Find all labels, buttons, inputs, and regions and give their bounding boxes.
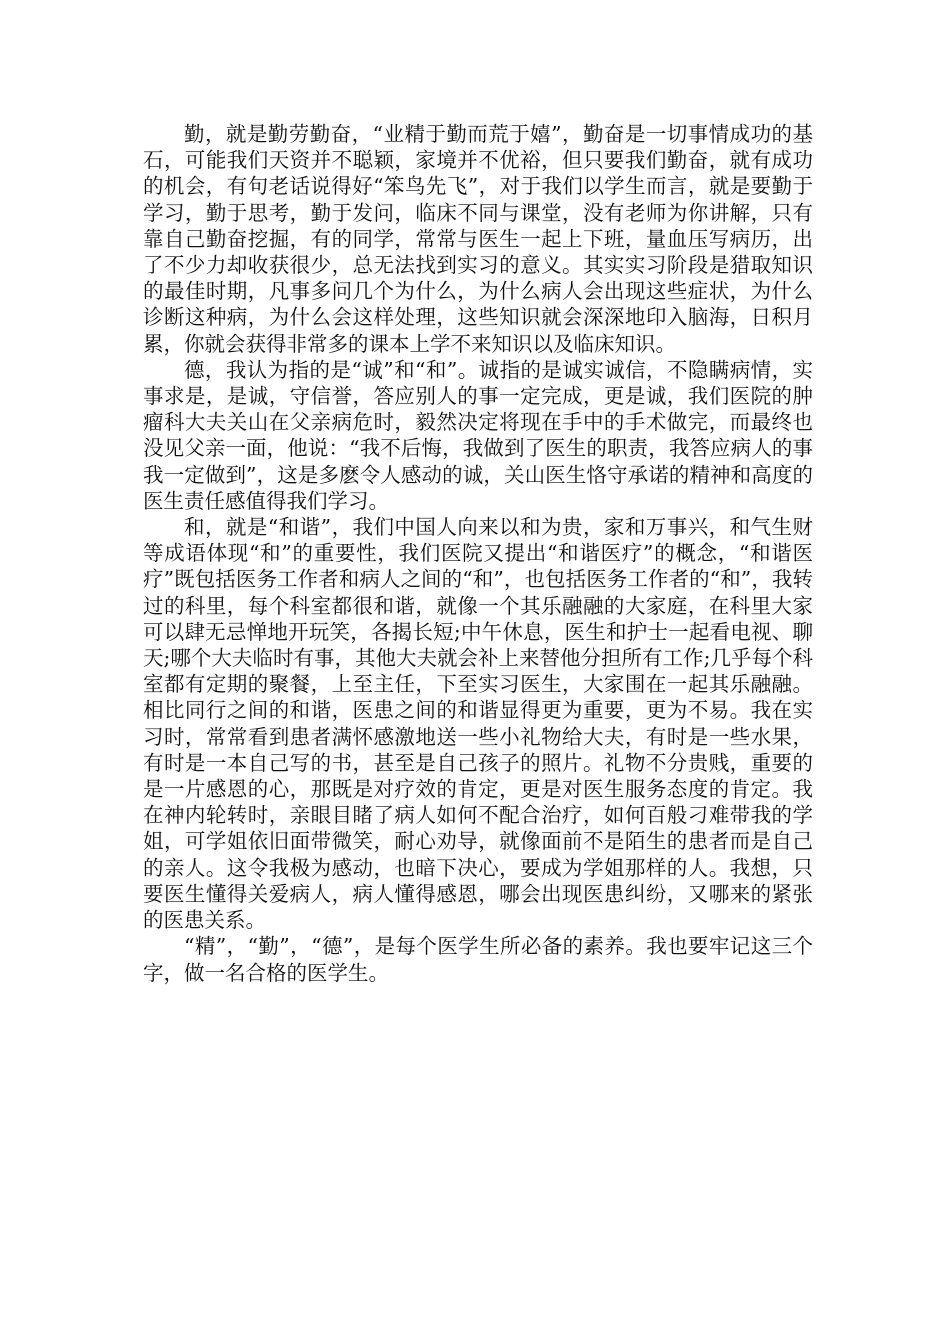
paragraph-virtue: 德，我认为指的是“诚”和“和”。诚指的是诚实诚信，不隐瞒病情，实事求是，是诚，守信誉，答应别人的事一定完成，更是诚，我们医院的肿瘤科大夫关山在父亲病危时，毅然决定将现在手中的手术做完，而最终也没见父亲一面，他说：“我不后悔，我做到了医生的职责，我答应病人的事我一定做到”，这是多麽令人感动的诚，关山医生恪守承诺的精神和高度的医生责任感值得我们学习。 (143, 357, 813, 513)
paragraph-harmony: 和，就是“和谐”，我们中国人向来以和为贵，家和万事兴，和气生财等成语体现“和”的重要性，我们医院又提出“和谐医疗”的概念，“和谐医疗”既包括医务工作者和病人之间的“和”，也包括医务工作者的“和”，我转过的科里，每个科室都很和谐，就像一个其乐融融的大家庭，在科里大家可以肆无忌惮地开玩笑，各揭长短;中午休息，医生和护士一起看电视、聊天;哪个大夫临时有事，其他大夫就会补上来替他分担所有工作;几乎每个科室都有定期的聚餐，上至主任，下至实习医生，大家围在一起其乐融融。相比同行之间的和谐，医患之间的和谐显得更为重要，更为不易。我在实习时，常常看到患者满怀感激地送一些小礼物给大夫，有时是一些水果，有时是一本自己写的书，甚至是自己孩子的照片。礼物不分贵贱，重要的是一片感恩的心，那既是对疗效的肯定，更是对医生服务态度的肯定。我在神内轮转时，亲眼目睹了病人如何不配合治疗，如何百般刁难带我的学姐，可学姐依旧面带微笑，耐心劝导，就像面前不是陌生的患者而是自己的亲人。这令我极为感动，也暗下决心，要成为学姐那样的人。我想，只要医生懂得关爱病人，病人懂得感恩，哪会出现医患纠纷，又哪来的紧张的医患关系。 (143, 515, 813, 933)
document-body (143, 121, 813, 986)
paragraph-diligence: 勤，就是勤劳勤奋，“业精于勤而荒于嬉”，勤奋是一切事情成功的基石，可能我们天资并不聪颖，家境并不优裕，但只要我们勤奋，就有成功的机会，有句老话说得好“笨鸟先飞”，对于我们以学生而言，就是要勤于学习，勤于思考，勤于发问，临床不同与课堂，没有老师为你讲解，只有靠自己勤奋挖掘，有的同学，常常与医生一起上下班，量血压写病历，出了不少力却收获很少，总无法找到实习的意义。其实实习阶段是猎取知识的最佳时期，凡事多问几个为什么，为什么病人会出现这些症状，为什么诊断这种病，为什么会这样处理，这些知识就会深深地印入脑海，日积月累，你就会获得非常多的课本上学不来知识以及临床知识。 (143, 122, 813, 356)
paragraph-conclusion: “精”，“勤”，“德”，是每个医学生所必备的素养。我也要牢记这三个字，做一名合格的医学生。 (143, 934, 813, 985)
